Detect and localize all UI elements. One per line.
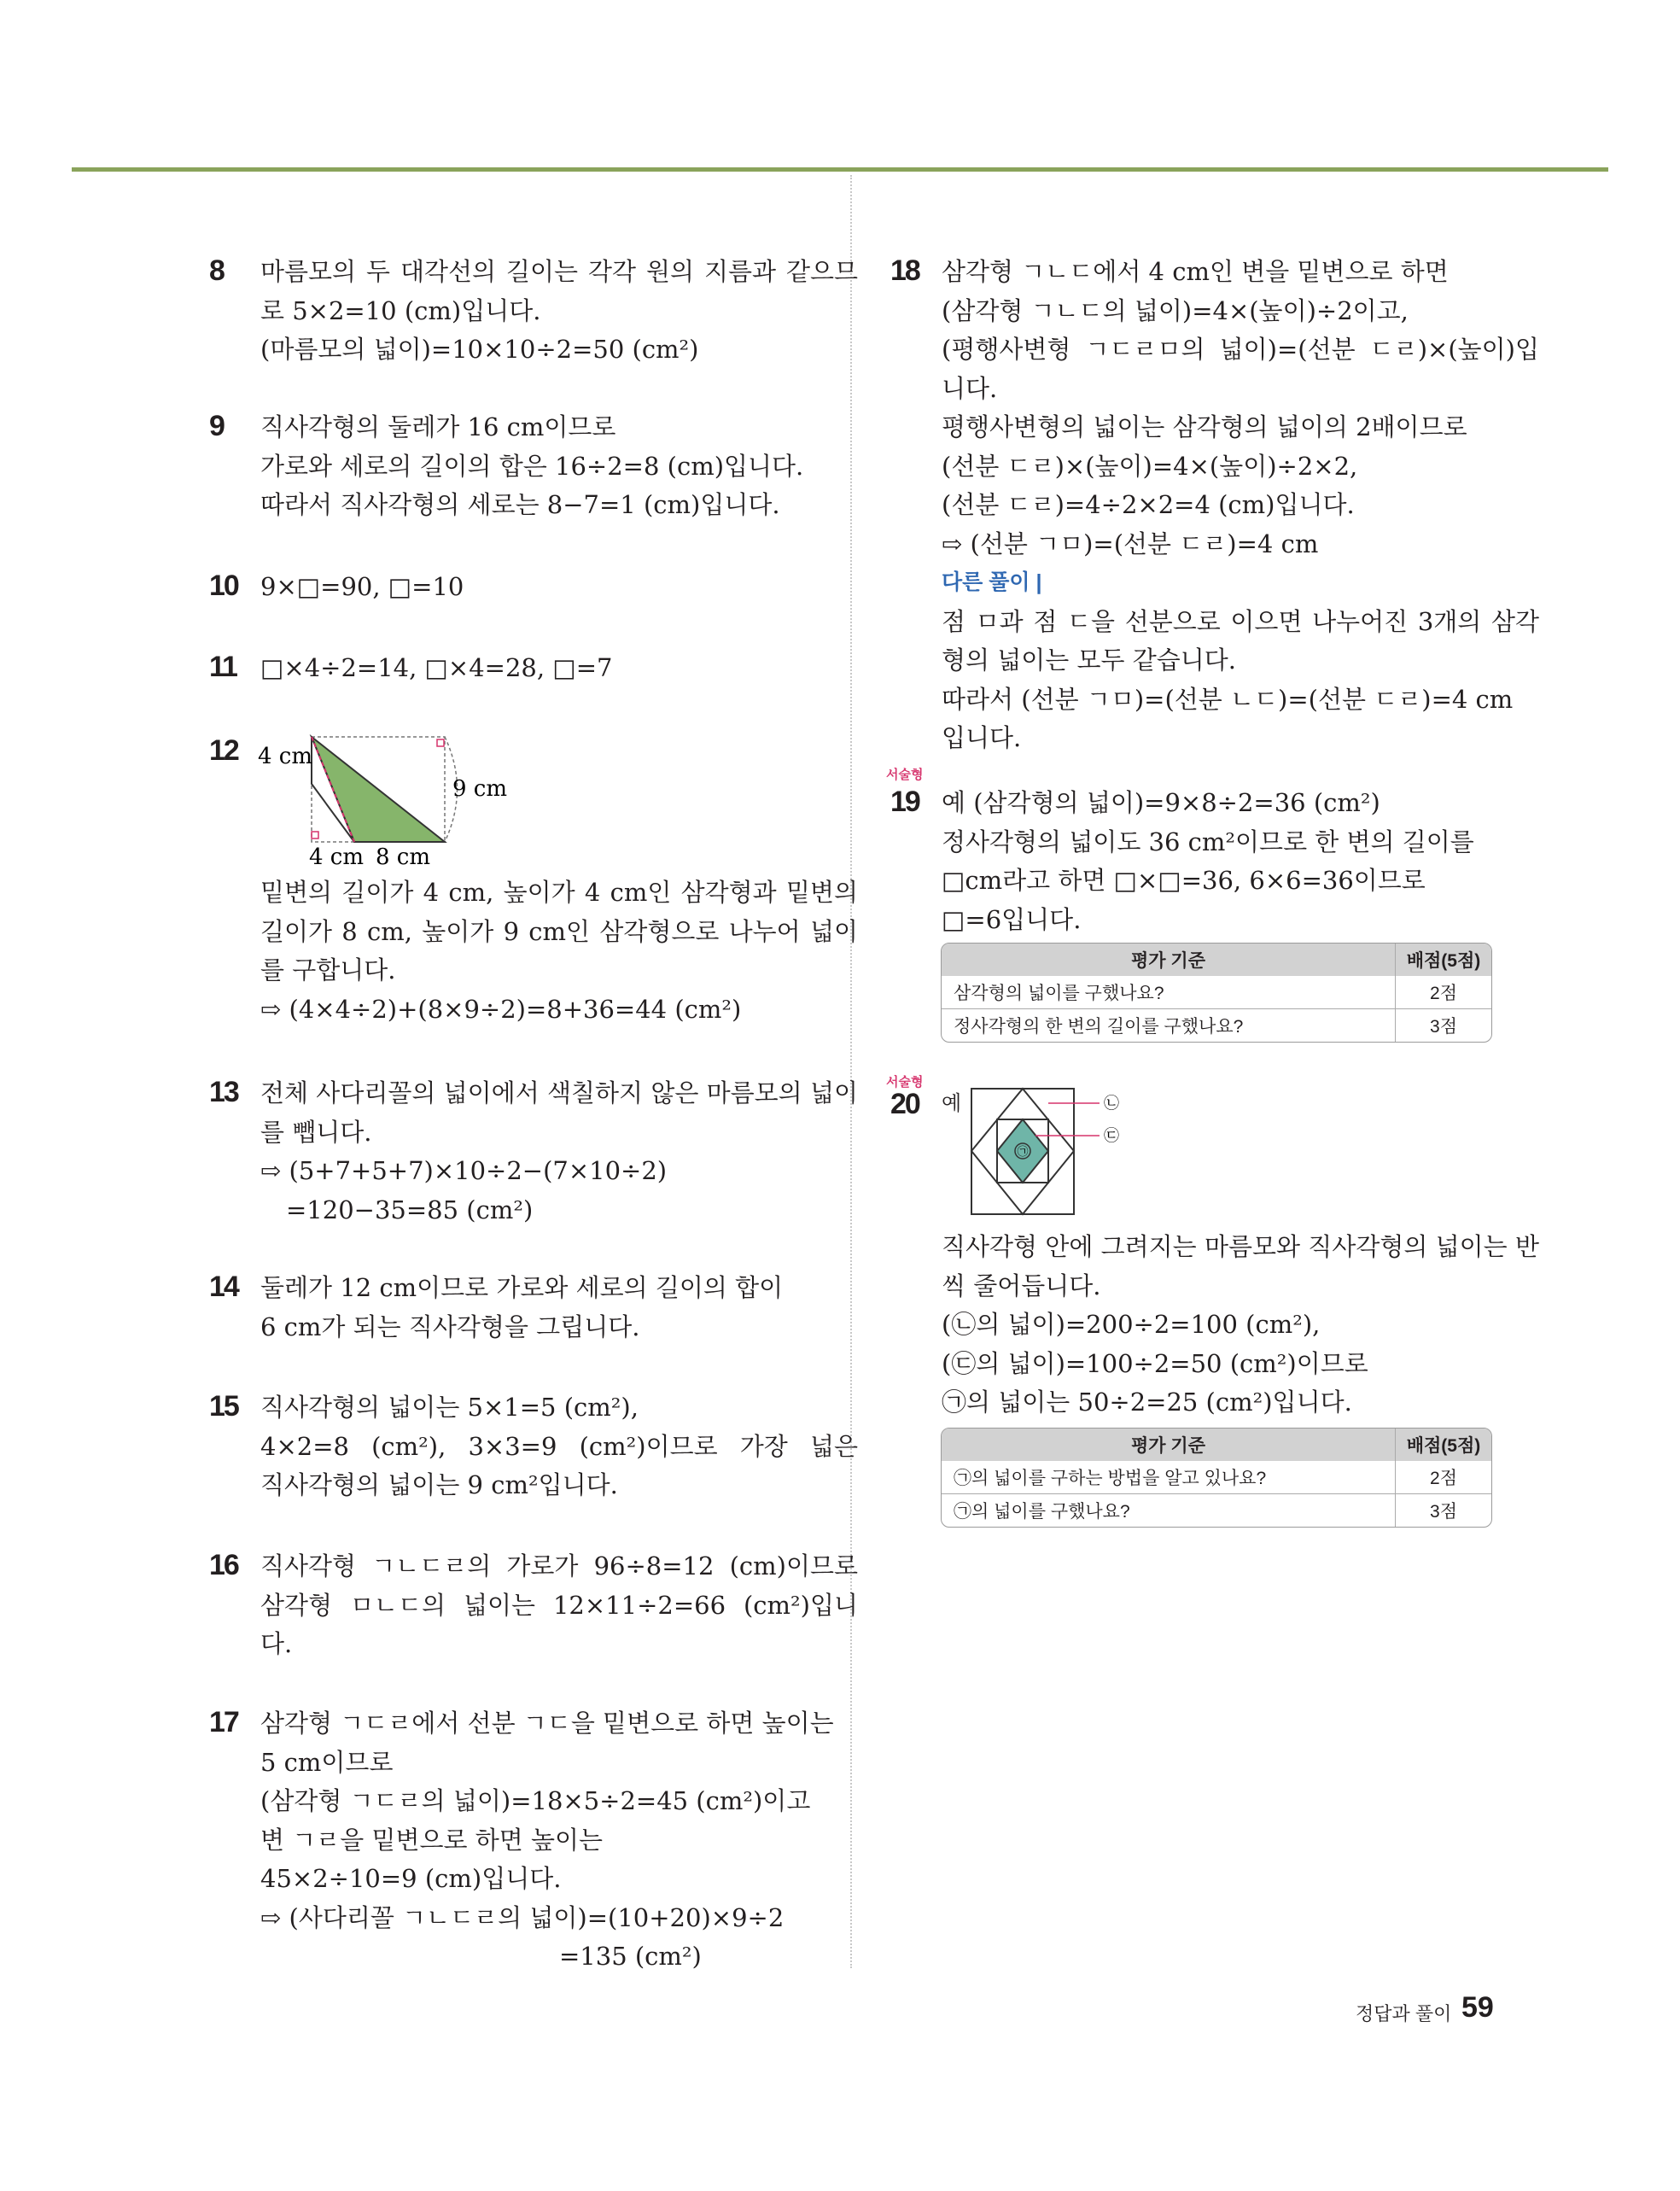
text-line: ⇨ (선분 ㄱㅁ)=(선분 ㄷㄹ)=4 cm	[942, 529, 1319, 558]
example-mark: 예	[942, 1091, 962, 1115]
text-line: 씩 줄어듭니다.	[942, 1271, 1101, 1300]
text-line: (삼각형 ㄱㄴㄷ의 넓이)=4×(높이)÷2이고,	[942, 295, 1409, 325]
text-line: =135 (cm²)	[559, 1942, 702, 1971]
text-line: 점 ㅁ과 점 ㄷ을 선분으로 이으면 나누어진 3개의 삼각	[942, 606, 1539, 636]
points-cell: 2점	[1396, 976, 1492, 1009]
text-line: 니다.	[942, 373, 998, 403]
problem-number: 9	[209, 410, 224, 442]
text-line: 입니다.	[942, 723, 1022, 752]
text-line: 길이가 8 cm, 높이가 9 cm인 삼각형으로 나누어 넓이	[260, 916, 858, 946]
text-line: 9×□=90, □=10	[260, 572, 464, 601]
label-4cm-bottom: 4 cm	[309, 844, 365, 869]
text-line: 삼각형 ㄱㄴㄷ에서 4 cm인 변을 밑변으로 하면	[942, 257, 1449, 286]
text-line: 가로와 세로의 길이의 합은 16÷2=8 (cm)입니다.	[260, 451, 804, 481]
criteria-header: 평가 기준	[942, 1429, 1396, 1461]
essay-tag: 서술형	[886, 1075, 924, 1090]
problem-number: 16	[209, 1549, 238, 1581]
points-cell: 3점	[1396, 1009, 1492, 1043]
label-9cm: 9 cm	[452, 776, 508, 802]
text-line: 직사각형 ㄱㄴㄷㄹ의 가로가 96÷8=12 (cm)이므로	[260, 1551, 858, 1580]
text-line: 직사각형의 넓이는 9 cm²입니다.	[260, 1470, 618, 1499]
text-line: 4×2=8 (cm²), 3×3=9 (cm²)이므로 가장 넓은	[260, 1431, 858, 1461]
trapezoid-figure	[256, 733, 512, 869]
problem-number: 17	[209, 1706, 238, 1738]
label-4cm-top: 4 cm	[258, 744, 313, 769]
problem-number: 12	[209, 734, 238, 767]
text-line: 5 cm이므로	[260, 1747, 394, 1777]
points-header: 배점(5점)	[1396, 944, 1492, 976]
criteria-table-20	[941, 1428, 1492, 1528]
footer-label: 정답과 풀이	[1356, 2003, 1452, 2024]
text-line: 변 ㄱㄹ을 밑변으로 하면 높이는	[260, 1825, 604, 1855]
points-header: 배점(5점)	[1396, 1429, 1492, 1461]
text-line: ⇨ (4×4÷2)+(8×9÷2)=8+36=44 (cm²)	[260, 994, 742, 1024]
criteria-cell: 삼각형의 넓이를 구했나요?	[942, 976, 1396, 1009]
text-line: □cm라고 하면 □×□=36, 6×6=36이므로	[942, 866, 1426, 895]
text-line: 정사각형의 넓이도 36 cm²이므로 한 변의 길이를	[942, 827, 1474, 856]
label-a: ㉠	[1017, 1146, 1029, 1159]
criteria-cell: ㉠의 넓이를 구하는 방법을 알고 있나요?	[942, 1461, 1396, 1494]
text-line: 밑변의 길이가 4 cm, 높이가 4 cm인 삼각형과 밑변의	[260, 878, 858, 907]
text-line: (마름모의 넓이)=10×10÷2=50 (cm²)	[260, 335, 699, 364]
text-line: (삼각형 ㄱㄷㄹ의 넓이)=18×5÷2=45 (cm²)이고	[260, 1786, 811, 1815]
text-line: ⇨ (5+7+5+7)×10÷2−(7×10÷2)	[260, 1156, 668, 1185]
problem-number: 11	[209, 651, 236, 683]
text-line: 6 cm가 되는 직사각형을 그립니다.	[260, 1312, 640, 1341]
problem-number: 13	[209, 1076, 238, 1108]
problem-number: 15	[209, 1390, 238, 1423]
label-c: ㉢	[1104, 1127, 1119, 1145]
criteria-cell: 정사각형의 한 변의 길이를 구했나요?	[954, 1017, 1244, 1037]
text-line: □=6입니다.	[942, 904, 1082, 934]
text-line: 직사각형의 넓이는 5×1=5 (cm²),	[260, 1393, 639, 1422]
text-line: 따라서 (선분 ㄱㅁ)=(선분 ㄴㄷ)=(선분 ㄷㄹ)=4 cm	[942, 684, 1514, 714]
text-line: 45×2÷10=9 (cm)입니다.	[260, 1864, 562, 1893]
problem-number: 10	[209, 570, 238, 602]
header-rule	[72, 167, 1608, 172]
text-line: 직사각형의 둘레가 16 cm이므로	[260, 412, 616, 441]
text-line: (평행사변형 ㄱㄷㄹㅁ의 넓이)=(선분 ㄷㄹ)×(높이)입	[942, 335, 1539, 364]
text-line: 를 구합니다.	[260, 955, 396, 984]
text-line: (선분 ㄷㄹ)×(높이)=4×(높이)÷2×2,	[942, 451, 1358, 481]
alt-solution-label: 다른 풀이 |	[942, 570, 1042, 594]
text-line: 삼각형 ㅁㄴㄷ의 넓이는 12×11÷2=66 (cm²)입니	[260, 1590, 858, 1620]
text-line: (선분 ㄷㄹ)=4÷2×2=4 (cm)입니다.	[942, 490, 1355, 519]
text-line: (㉡의 넓이)=200÷2=100 (cm²),	[942, 1310, 1321, 1339]
text-line: 로 5×2=10 (cm)입니다.	[260, 295, 541, 325]
points-cell: 2점	[1396, 1461, 1492, 1494]
text-line: 마름모의 두 대각선의 길이는 각각 원의 지름과 같으므	[260, 257, 858, 286]
nested-shapes-figure	[967, 1086, 1189, 1223]
text-line: (㉢의 넓이)=100÷2=50 (cm²)이므로	[942, 1348, 1368, 1378]
column-divider	[850, 175, 852, 1968]
text-line: 예 (삼각형의 넓이)=9×8÷2=36 (cm²)	[942, 788, 1380, 817]
page-number: 59	[1461, 1991, 1494, 2024]
text-line: 다.	[260, 1629, 293, 1658]
text-line: =120−35=85 (cm²)	[286, 1195, 534, 1224]
text-line: 삼각형 ㄱㄷㄹ에서 선분 ㄱㄷ을 밑변으로 하면 높이는	[260, 1709, 834, 1738]
text-line: 형의 넓이는 모두 같습니다.	[942, 646, 1237, 675]
problem-number: 19	[890, 786, 919, 818]
text-line: ⇨ (사다리꼴 ㄱㄴㄷㄹ의 넓이)=(10+20)×9÷2	[260, 1902, 785, 1932]
text-line: □×4÷2=14, □×4=28, □=7	[260, 653, 613, 682]
text-line: 따라서 직사각형의 세로는 8−7=1 (cm)입니다.	[260, 490, 780, 519]
criteria-table-19	[941, 943, 1492, 1043]
text-line: 전체 사다리꼴의 넓이에서 색칠하지 않은 마름모의 넓이	[260, 1078, 858, 1107]
text-line: 를 뺍니다.	[260, 1117, 372, 1147]
text-line: 둘레가 12 cm이므로 가로와 세로의 길이의 합이	[260, 1273, 784, 1302]
text-line: 평행사변형의 넓이는 삼각형의 넓이의 2배이므로	[942, 412, 1467, 441]
problem-number: 8	[209, 254, 224, 287]
criteria-header: 평가 기준	[942, 944, 1396, 976]
text-line: ㉠의 넓이는 50÷2=25 (cm²)입니다.	[942, 1388, 1352, 1417]
points-cell: 3점	[1396, 1494, 1492, 1528]
essay-tag: 서술형	[886, 768, 924, 782]
problem-number: 20	[890, 1088, 919, 1120]
text-line: 직사각형 안에 그려지는 마름모와 직사각형의 넓이는 반	[942, 1232, 1539, 1261]
criteria-cell: ㉠의 넓이를 구했나요?	[954, 1502, 1130, 1522]
problem-number: 18	[890, 254, 919, 287]
problem-number: 14	[209, 1271, 238, 1303]
label-8cm: 8 cm	[376, 844, 431, 869]
label-b: ㉡	[1104, 1095, 1119, 1113]
